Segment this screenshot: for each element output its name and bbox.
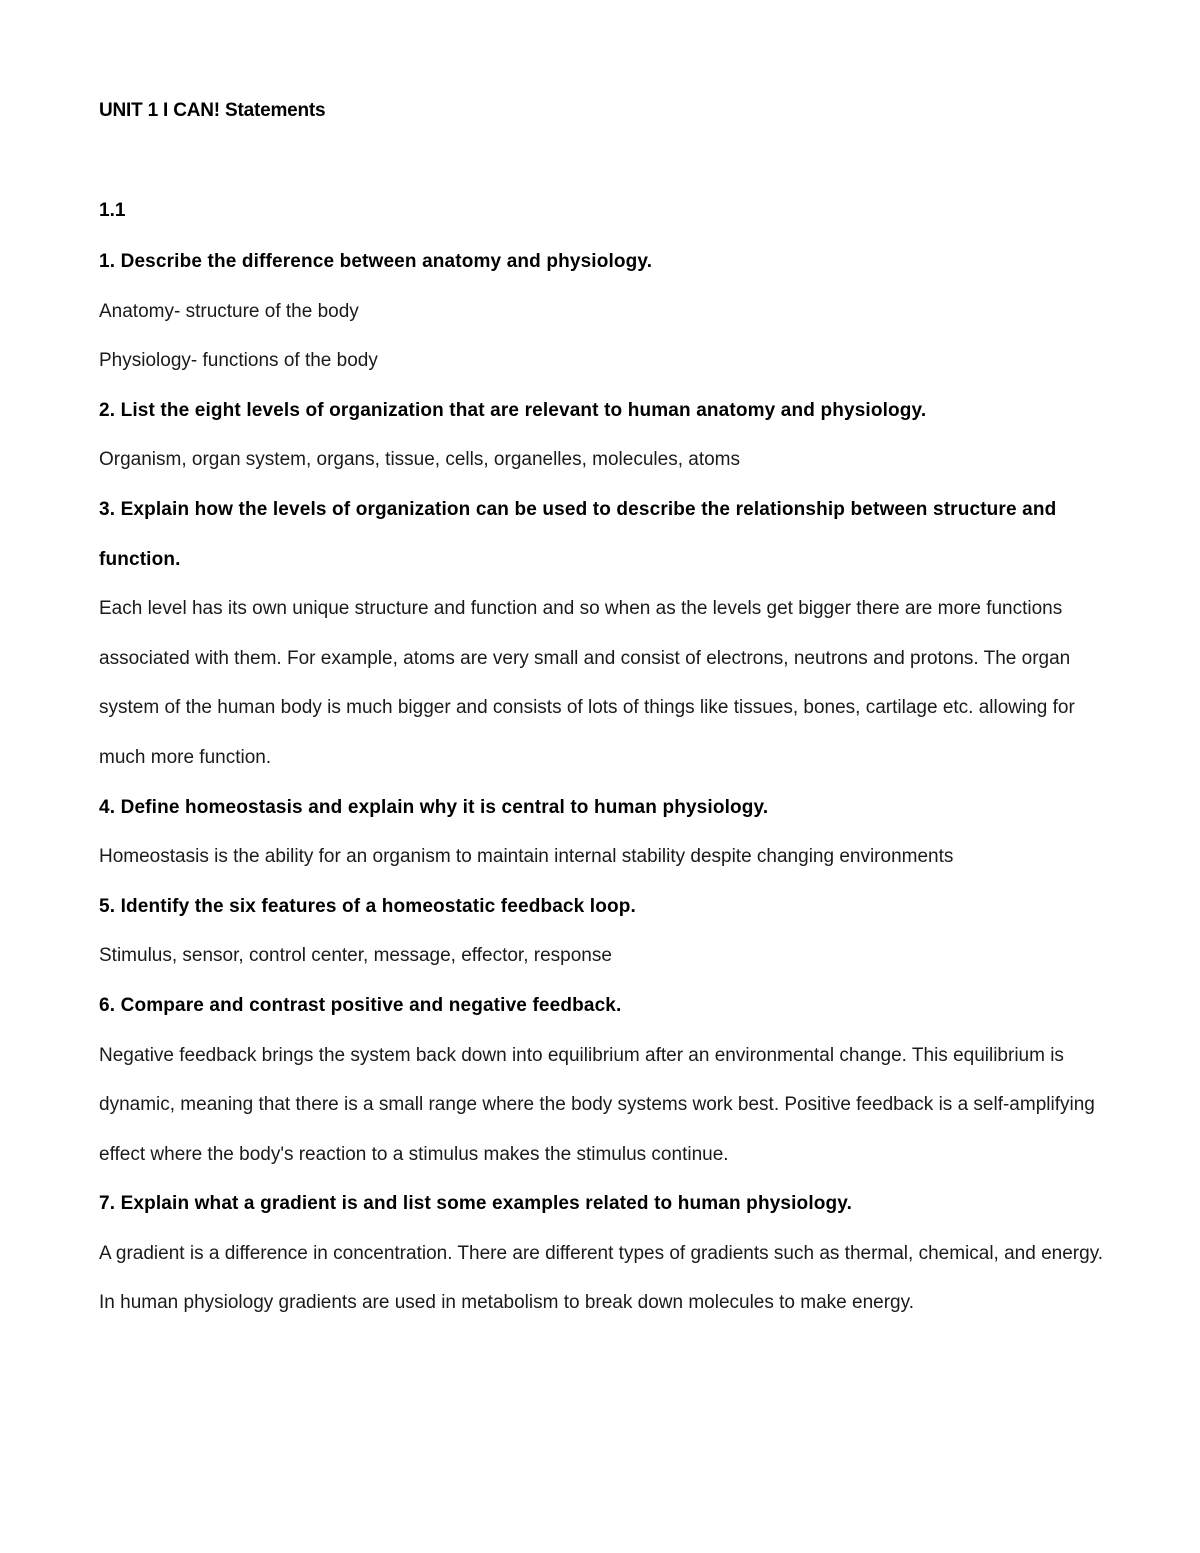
- statement-answer: A gradient is a difference in concentration. There are different types of gradients such as thermal, chemical, and energy. In human physiology gradients are used in metabolism to break down molecules to make energy.: [99, 1242, 1104, 1314]
- statement-answer: Physiology- functions of the body: [99, 350, 378, 372]
- document-content: [99, 97, 1109, 1328]
- section-number: 1.1: [99, 200, 126, 221]
- statement-answer: Anatomy- structure of the body: [99, 300, 359, 322]
- statement-question: 6. Compare and contrast positive and negative feedback.: [99, 994, 622, 1016]
- document-title: UNIT 1 I CAN! Statements: [99, 100, 326, 121]
- statement-question: 4. Define homeostasis and explain why it is central to human physiology.: [99, 796, 769, 818]
- statement-list: [99, 237, 1109, 1328]
- statement-answer: Homeostasis is the ability for an organism to maintain internal stability despite changing environments: [99, 846, 954, 868]
- statement-answer: Stimulus, sensor, control center, message, effector, response: [99, 945, 612, 967]
- statement-question: 7. Explain what a gradient is and list some examples related to human physiology.: [99, 1193, 852, 1215]
- statement-answer: Each level has its own unique structure and function and so when as the levels get bigger there are more functions associated with them. For example, atoms are very small and consist of electrons, neutrons and protons. The organ system of the human body is much bigger and consists of lots of things like tissues, bones, cartilage etc. allowing for much more function.: [99, 598, 1075, 768]
- statement-question: 2. List the eight levels of organization that are relevant to human anatomy and physiology.: [99, 399, 927, 421]
- statement-question: 1. Describe the difference between anatomy and physiology.: [99, 251, 653, 272]
- statement-answer: Negative feedback brings the system back down into equilibrium after an environmental change. This equilibrium is dynamic, meaning that there is a small range where the body systems work best. Positive feedback is a self-amplifying effect where the body's reaction to a stimulus makes the stimulus continue.: [99, 1044, 1095, 1165]
- statement-answer: Organism, organ system, organs, tissue, cells, organelles, molecules, atoms: [99, 449, 740, 471]
- statement-question: 3. Explain how the levels of organization can be used to describe the relationship between structure and function.: [99, 498, 1057, 570]
- statement-question: 5. Identify the six features of a homeostatic feedback loop.: [99, 895, 636, 917]
